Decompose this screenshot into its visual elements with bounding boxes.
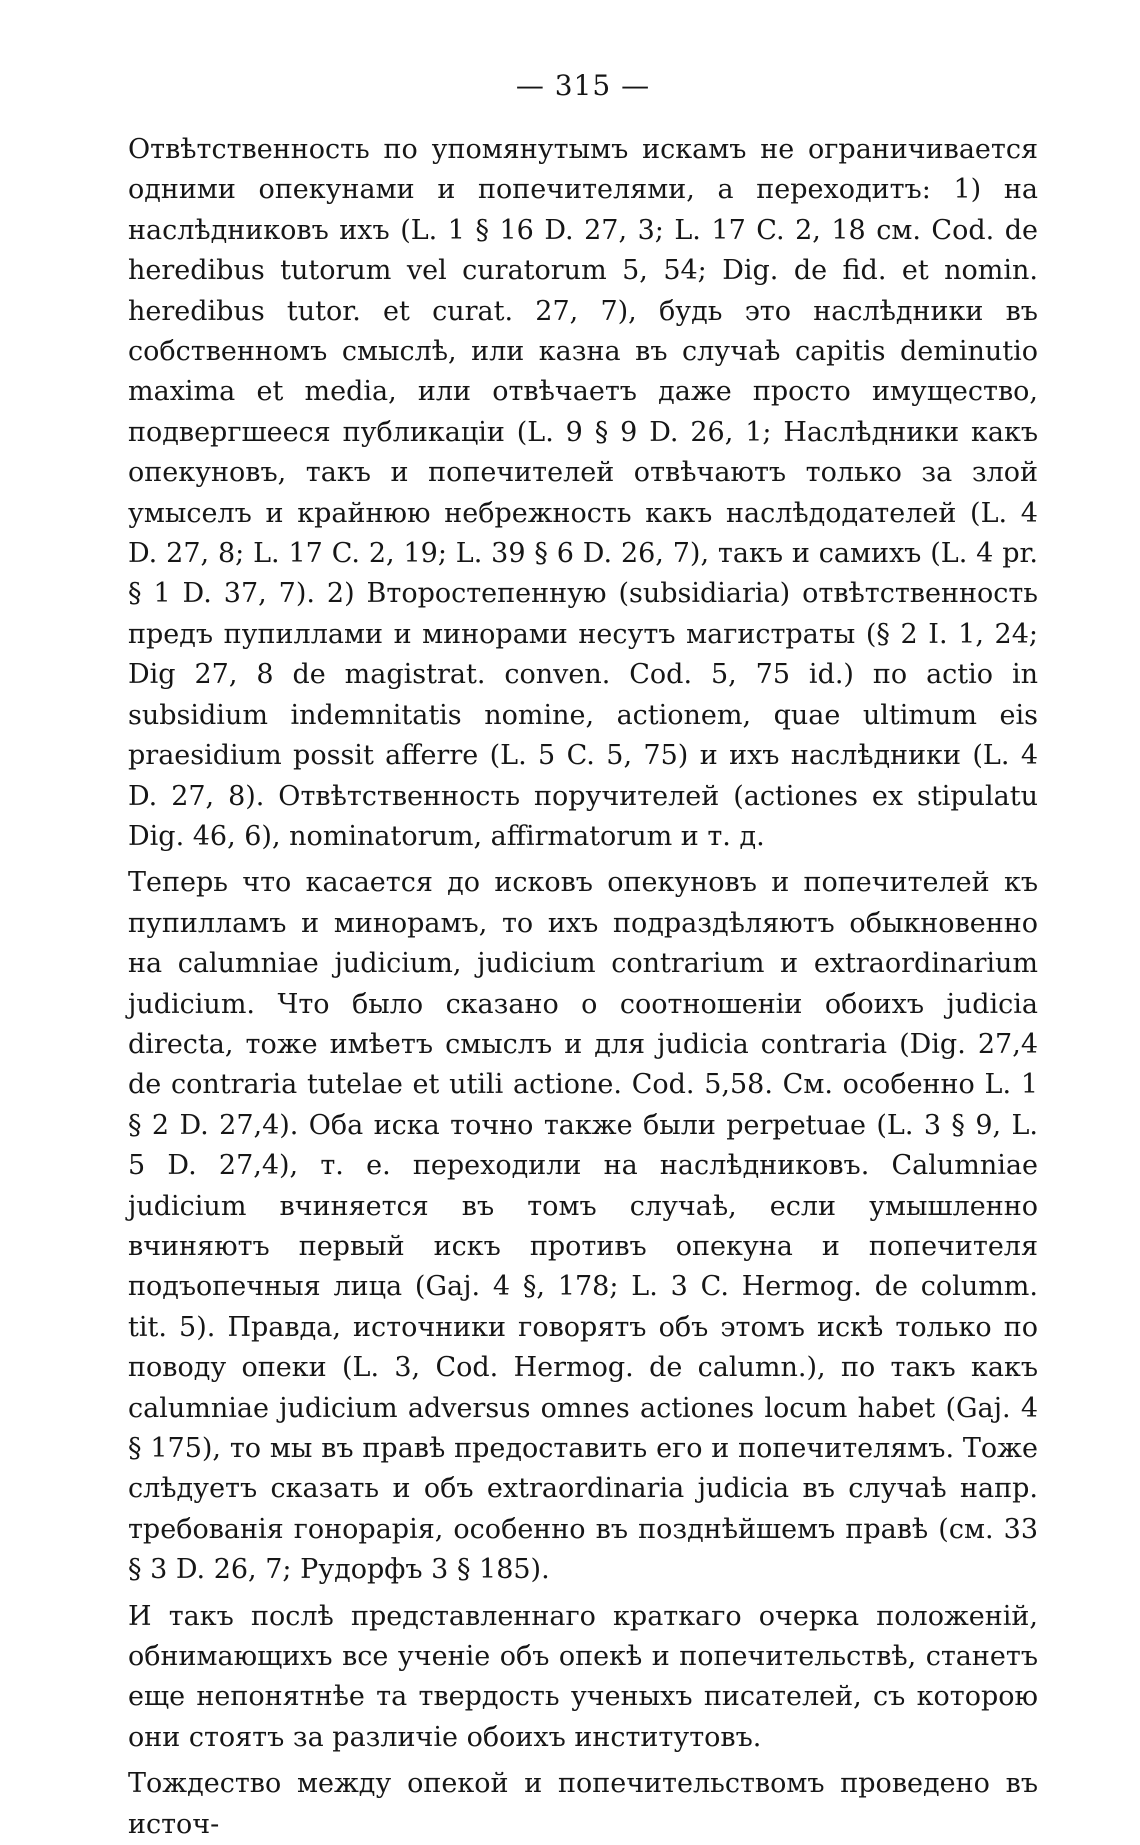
paragraph-summary: И такъ послѣ представленнаго краткаго очерка положеній, обнимающихъ все ученіе объ опекѣ и попечительствѣ, станетъ еще непонятнѣе та твердость ученыхъ писателей, съ которою они стоятъ за различіе обоихъ институтовъ. xyxy=(128,1600,1038,1753)
page-number: — 315 — xyxy=(515,69,651,102)
paragraph-guardian-actions: Теперь что касается до исковъ опекуновъ и попечителей къ пупилламъ и минорамъ, то ихъ подраздѣляютъ обыкновенно на calumniae judicium, judicium contrarium и extraordinarium judicium. Что было сказано о соотношеніи обоихъ judicia directa, тоже имѣетъ смыслъ и для judicia contraria (Dig. 27,4 de contraria tutelae et utili actione. Cod. 5,58. См. особенно L. 1 § 2 D. 27,4). Оба иска точно также были perpetuae (L. 3 § 9, L. 5 D. 27,4), т. е. переходили на наслѣдниковъ. Calumniae judicium вчиняется въ томъ случаѣ, если умышленно вчиняютъ первый искъ противъ опекуна и попечителя подъопечныя лица (Gaj. 4 §, 178; L. 3 C. Hermog. de columm. tit. 5). Правда, источники говорятъ объ этомъ искѣ только по поводу опеки (L. 3, Cod. Hermog. de calumn.), по такъ какъ calumniae judicium adversus omnes actiones locum habet (Gaj. 4 § 175), то мы въ правѣ предоставить его и попечителямъ. Тоже слѣдуетъ сказать и объ extraordinaria judicia въ случаѣ напр. требованія гонорарія, особенно въ позднѣйшемъ правѣ (см. 33 § 3 D. 26, 7; Рудорфъ 3 § 185). xyxy=(128,867,1038,1586)
paragraph-liability: Отвѣтственность по упомянутымъ искамъ не ограничивается одними опекунами и попечителями, а переходитъ: 1) на наслѣдниковъ ихъ (L. 1 § 16 D. 27, 3; L. 17 C. 2, 18 см. Cod. de heredibus tutorum vel curatorum 5, 54; Dig. de fid. et nomin. heredibus tutor. et curat. 27, 7), будь это наслѣдники въ собственномъ смыслѣ, или казна въ случаѣ capitis deminutio maxima et media, или отвѣчаетъ даже просто имущество, подвергшееся публикаціи (L. 9 § 9 D. 26, 1; Наслѣдники какъ опекуновъ, такъ и попечителей отвѣчаютъ только за злой умыселъ и крайнюю небрежность какъ наслѣдодателей (L. 4 D. 27, 8; L. 17 C. 2, 19; L. 39 § 6 D. 26, 7), такъ и самихъ (L. 4 pr. § 1 D. 37, 7). 2) Второстепенную (subsidiaria) отвѣтственность предъ пупиллами и минорами несутъ магистраты (§ 2 I. 1, 24; Dig 27, 8 de magistrat. conven. Cod. 5, 75 id.) по actio in subsidium indemnitatis nomine, actionem, quae ultimum eis praesidium possit afferre (L. 5 C. 5, 75) и ихъ наслѣдники (L. 4 D. 27, 8). Отвѣтственность поручителей (actiones ex stipulatu Dig. 46, 6), nominatorum, affirmatorum и т. д. xyxy=(128,134,1038,852)
paragraph-identity: Тождество между опекой и попечительствомъ проведено въ источ- xyxy=(128,1768,1038,1840)
